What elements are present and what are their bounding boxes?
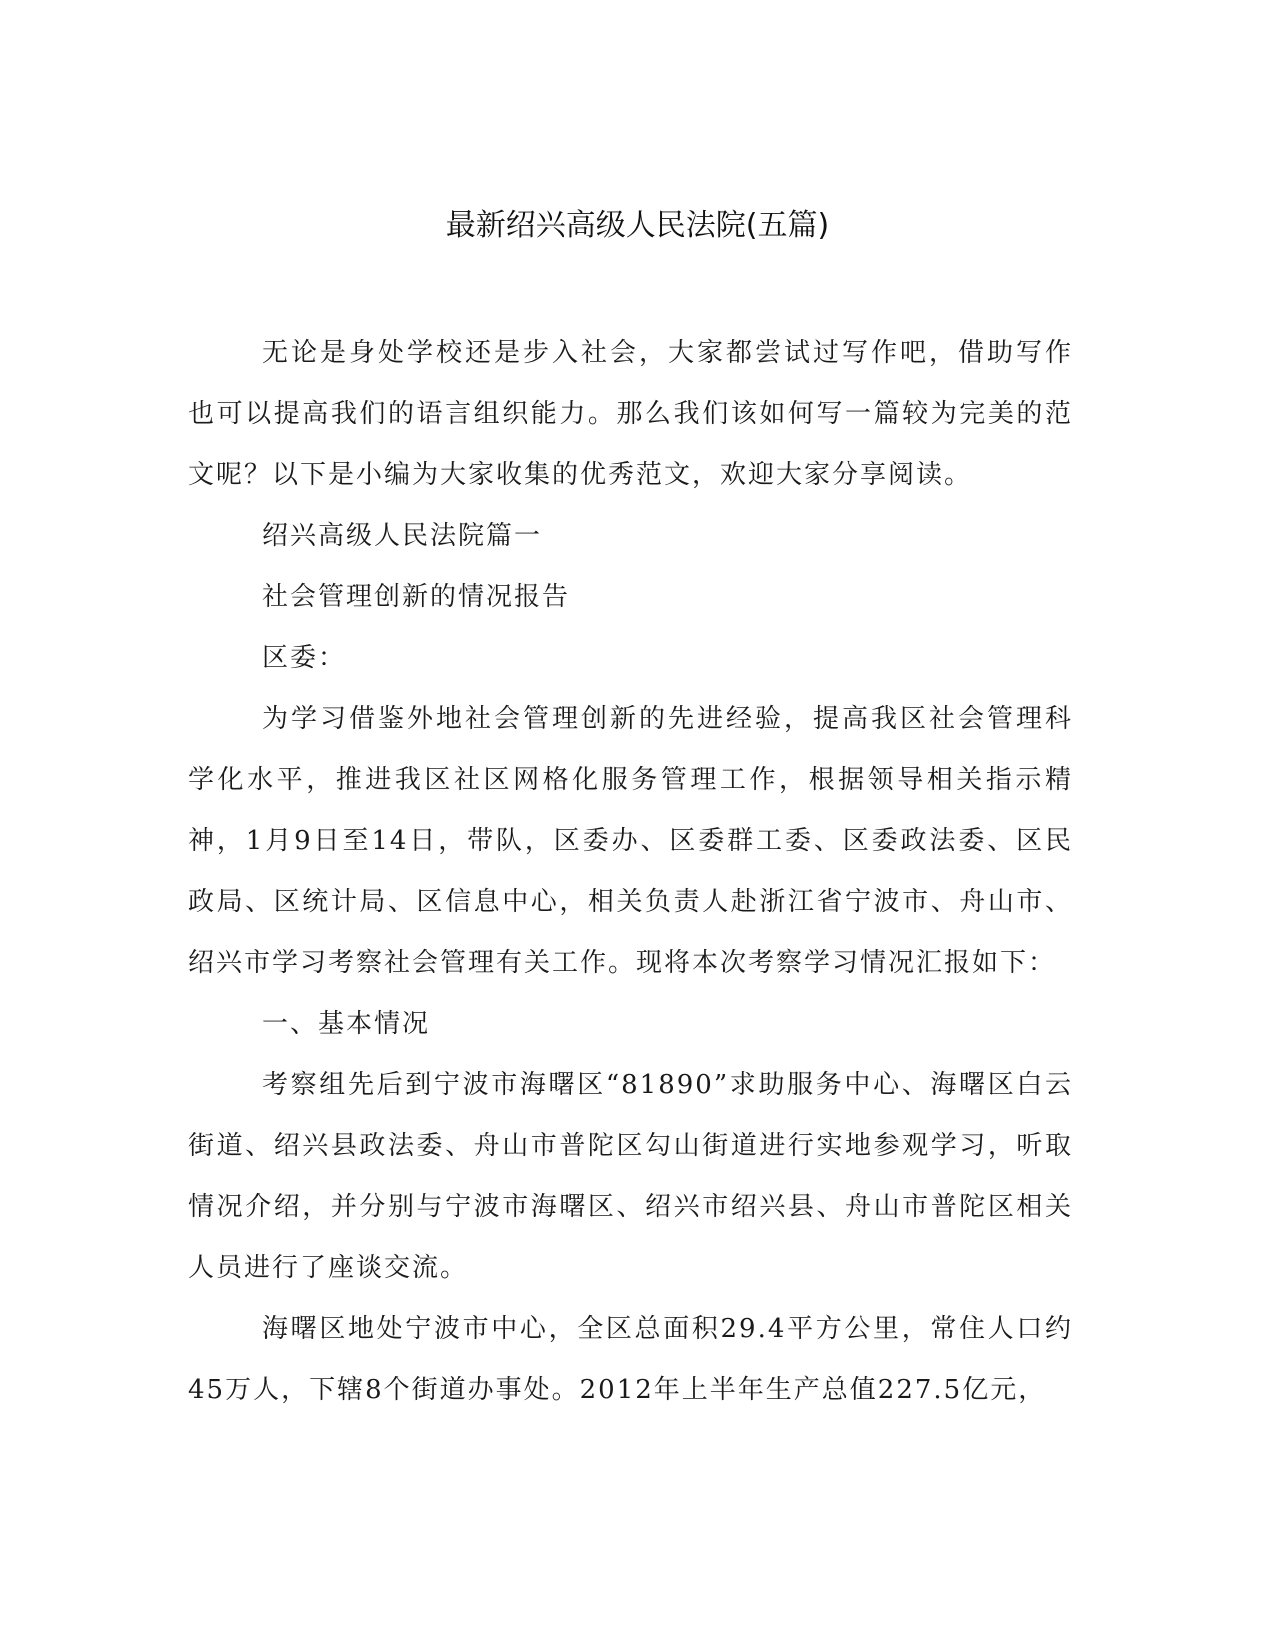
report-title: 社会管理创新的情况报告 (262, 582, 571, 612)
document-title: 最新绍兴高级人民法院(五篇) (445, 208, 830, 243)
subsection-heading: 一、基本情况 (262, 1009, 431, 1039)
body-paragraph: 海曙区地处宁波市中心，全区总面积29.4平方公里，常住人口约45万人，下辖8个街道办事处。2012年上半年生产总值227.5亿元， (188, 1314, 1073, 1405)
document-body (188, 323, 1073, 1421)
section-heading: 绍兴高级人民法院篇一 (262, 521, 543, 551)
body-paragraph: 考察组先后到宁波市海曙区“81890”求助服务中心、海曙区白云街道、绍兴县政法委、舟山市普陀区勾山街道进行实地参观学习，听取情况介绍，并分别与宁波市海曙区、绍兴市绍兴县、舟山市普陀区相关人员进行了座谈交流。 (188, 1070, 1073, 1283)
body-paragraph: 为学习借鉴外地社会管理创新的先进经验，提高我区社会管理科学化水平，推进我区社区网格化服务管理工作，根据领导相关指示精神，1月9日至14日，带队，区委办、区委群工委、区委政法委、区民政局、区统计局、区信息中心，相关负责人赴浙江省宁波市、舟山市、绍兴市学习考察社会管理有关工作。现将本次考察学习情况汇报如下： (188, 704, 1073, 978)
intro-paragraph: 无论是身处学校还是步入社会，大家都尝试过写作吧，借助写作也可以提高我们的语言组织能力。那么我们该如何写一篇较为完美的范文呢？以下是小编为大家收集的优秀范文，欢迎大家分享阅读。 (188, 338, 1073, 490)
salutation: 区委： (262, 643, 347, 673)
